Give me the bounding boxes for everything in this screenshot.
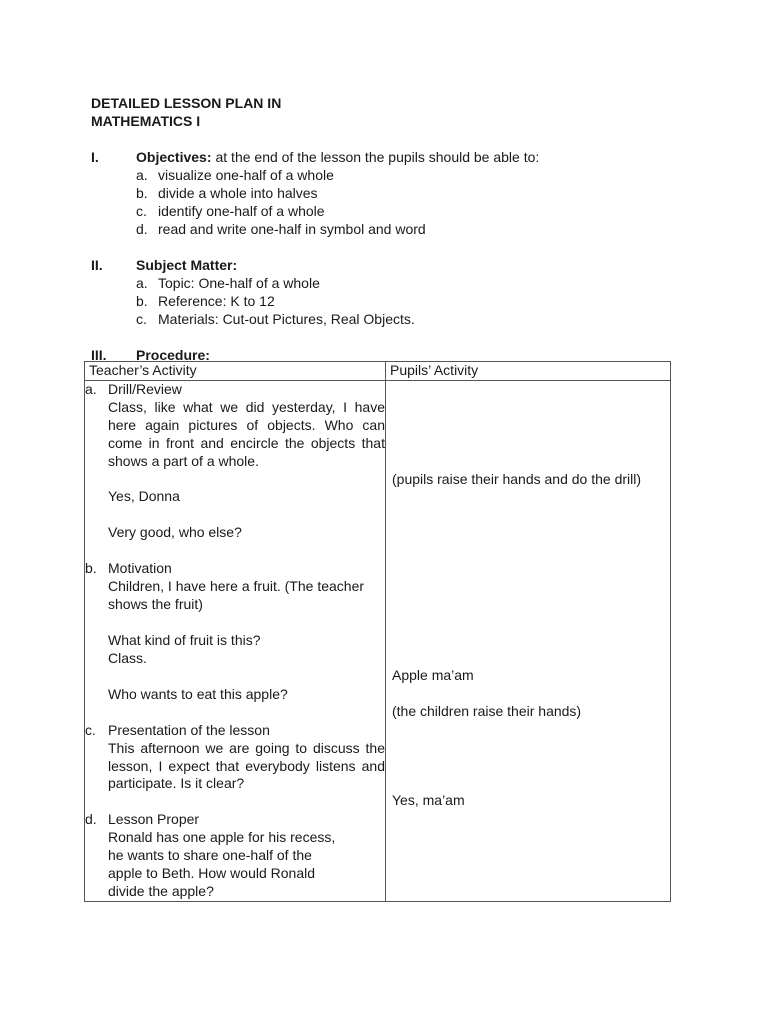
motivation-line-3: Class. xyxy=(108,649,147,666)
lesson-proper-line: Ronald has one apple for his recess, xyxy=(108,829,336,846)
lesson-proper-line: he wants to share one-half of the xyxy=(108,847,312,864)
objectives-label: Objectives: xyxy=(136,149,212,165)
lesson-proper-letter: d. xyxy=(85,811,97,828)
objectives-intro: at the end of the lesson the pupils should be able to: xyxy=(215,149,540,165)
subject-matter-list xyxy=(91,274,691,328)
item-text: Topic: One-half of a whole xyxy=(158,275,320,291)
pupils-activity-header: Pupils’ Activity xyxy=(386,362,671,381)
fruit-answer: Apple ma’am xyxy=(392,666,474,683)
item-text: read and write one-half in symbol and word xyxy=(158,221,426,237)
list-item xyxy=(136,292,691,310)
presentation-block xyxy=(85,722,385,794)
list-item xyxy=(136,220,691,238)
motivation-line-4: Who wants to eat this apple? xyxy=(108,685,288,702)
item-text: divide a whole into halves xyxy=(158,185,318,201)
item-letter: b. xyxy=(136,293,148,309)
document-title xyxy=(91,94,691,130)
list-item xyxy=(136,184,691,202)
list-item xyxy=(136,310,691,328)
drill-text: Class, like what we did yesterday, I have here again pictures of objects. Who can come in front and encircle the objects that shows a part of a whole. xyxy=(108,398,385,469)
document-page xyxy=(91,94,691,364)
drill-heading: Drill/Review xyxy=(108,380,182,397)
item-letter: b. xyxy=(136,185,148,201)
title-line-2: MATHEMATICS I xyxy=(91,113,201,129)
title-line-1: DETAILED LESSON PLAN IN xyxy=(91,95,282,111)
subject-matter-numeral: II. xyxy=(91,257,103,273)
drill-letter: a. xyxy=(85,380,97,397)
teacher-activity-header: Teacher’s Activity xyxy=(85,362,386,381)
drill-response: (pupils raise their hands and do the drill) xyxy=(392,470,642,487)
item-text: Materials: Cut-out Pictures, Real Objects. xyxy=(158,311,415,327)
objectives-numeral: I. xyxy=(91,149,99,165)
drill-block xyxy=(85,381,385,542)
motivation-block xyxy=(85,560,385,703)
item-text: identify one-half of a whole xyxy=(158,203,325,219)
drill-line-3: Very good, who else? xyxy=(108,524,242,541)
list-item xyxy=(136,274,691,292)
presentation-heading: Presentation of the lesson xyxy=(108,721,270,738)
item-letter: c. xyxy=(136,311,147,327)
item-text: Reference: K to 12 xyxy=(158,293,275,309)
table-row xyxy=(85,380,671,901)
presentation-text: This afternoon we are going to discuss the lesson, I expect that everybody listens and participate. Is it clear? xyxy=(108,739,385,792)
list-item xyxy=(136,202,691,220)
lesson-proper-line: apple to Beth. How would Ronald xyxy=(108,865,316,882)
objectives-list xyxy=(91,166,691,238)
motivation-text: Children, I have here a fruit. (The teacher shows the fruit) xyxy=(108,578,365,613)
objectives-section xyxy=(91,148,691,238)
motivation-heading: Motivation xyxy=(108,560,172,577)
presentation-letter: c. xyxy=(85,721,96,738)
motivation-letter: b. xyxy=(85,560,97,577)
motivation-line-2: What kind of fruit is this? xyxy=(108,631,261,648)
item-letter: a. xyxy=(136,275,148,291)
pupils-activity-cell xyxy=(386,380,671,901)
item-letter: d. xyxy=(136,221,148,237)
teacher-activity-cell xyxy=(85,380,386,901)
procedure-table xyxy=(84,361,671,902)
lesson-proper-line: divide the apple? xyxy=(108,882,214,899)
subject-matter-label: Subject Matter: xyxy=(136,257,238,273)
subject-matter-section xyxy=(91,256,691,328)
item-letter: c. xyxy=(136,203,147,219)
lesson-proper-block xyxy=(85,811,385,901)
procedure-numeral: III. xyxy=(91,347,107,363)
lesson-proper-heading: Lesson Proper xyxy=(108,811,200,828)
list-item xyxy=(136,166,691,184)
table-header-row xyxy=(85,362,671,381)
drill-line-2: Yes, Donna xyxy=(108,488,180,505)
procedure-label: Procedure: xyxy=(136,347,210,363)
item-letter: a. xyxy=(136,167,148,183)
clear-answer: Yes, ma’am xyxy=(392,791,465,808)
raise-hands-response: (the children raise their hands) xyxy=(392,702,582,719)
item-text: visualize one-half of a whole xyxy=(158,167,334,183)
